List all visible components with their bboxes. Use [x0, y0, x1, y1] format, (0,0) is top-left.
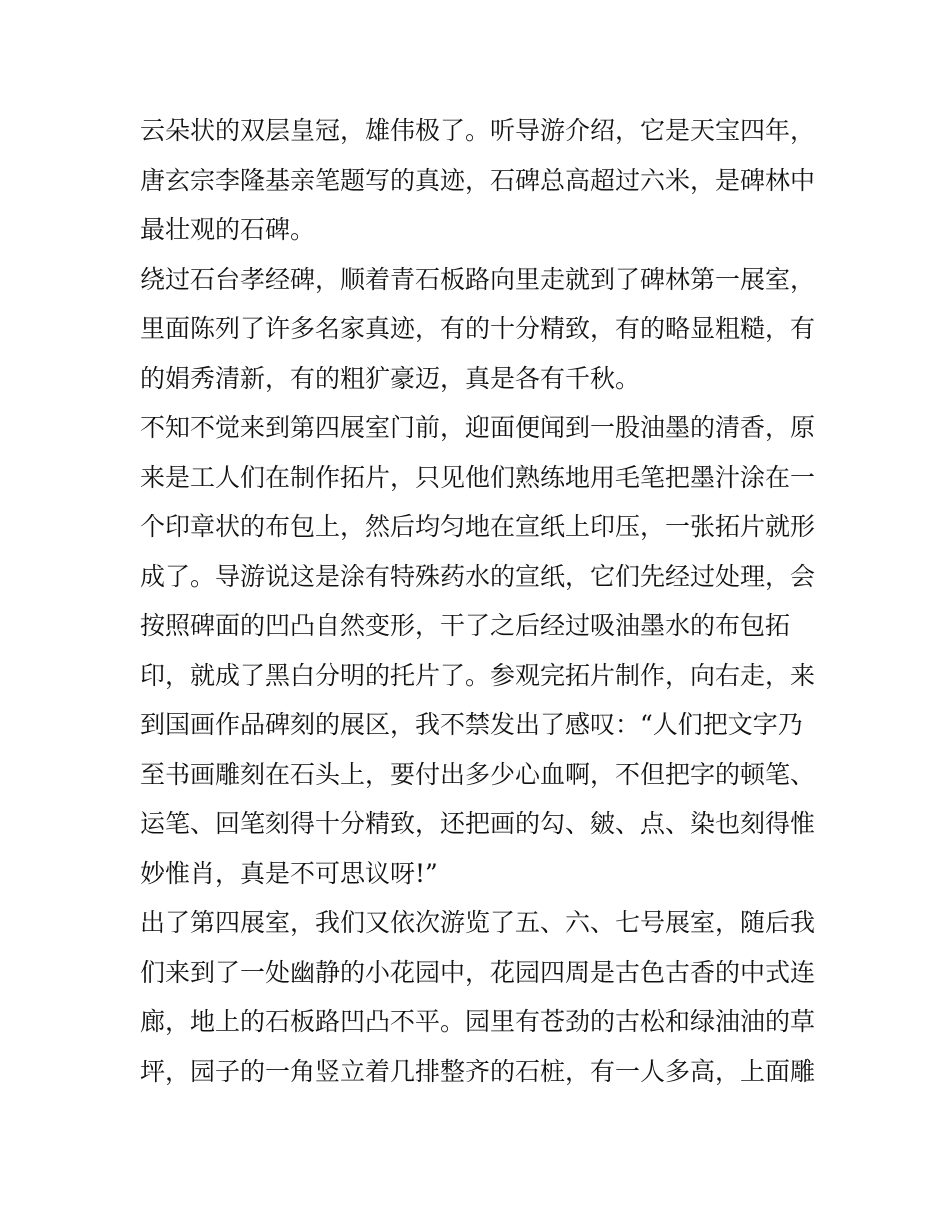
text-line: 唐玄宗李隆基亲笔题写的真迹，石碑总高超过六米，是碑林中 — [140, 165, 816, 195]
text-line: 个印章状的布包上，然后均匀地在宣纸上印压，一张拓片就形 — [140, 512, 816, 541]
text-line: 们来到了一处幽静的小花园中，花园四周是古色古香的中式连 — [140, 957, 816, 987]
text-line: 云朵状的双层皇冠，雄伟极了。听导游介绍，它是天宝四年， — [140, 116, 816, 145]
text-line: 出了第四展室，我们又依次游览了五、六、七号展室，随后我 — [140, 908, 816, 937]
text-line: 绕过石台孝经碑，顺着青石板路向里走就到了碑林第一展室， — [140, 264, 816, 294]
text-line: 最壮观的石碑。 — [140, 215, 316, 244]
text-line: 妙惟肖，真是不可思议呀!” — [140, 858, 438, 888]
text-line: 成了。导游说这是涂有特殊药水的宣纸，它们先经过处理，会 — [140, 561, 816, 591]
text-line: 来是工人们在制作拓片，只见他们熟练地用毛笔把墨汁涂在一 — [140, 462, 816, 492]
text-line: 按照碑面的凹凸自然变形，干了之后经过吸油墨水的布包拓 — [140, 611, 791, 640]
text-line: 印，就成了黑白分明的托片了。参观完拓片制作，向右走，来 — [140, 660, 816, 690]
text-line: 坪，园子的一角竖立着几排整齐的石桩，有一人多高，上面雕 — [140, 1056, 816, 1086]
text-line: 的娟秀清新，有的粗犷豪迈，真是各有千秋。 — [140, 363, 641, 393]
text-line: 到国画作品碑刻的展区，我不禁发出了感叹：“人们把文字乃 — [140, 710, 803, 739]
text-line: 里面陈列了许多名家真迹，有的十分精致，有的略显粗糙，有 — [140, 314, 816, 343]
body-text — [140, 106, 820, 1096]
text-line: 至书画雕刻在石头上，要付出多少心血啊，不但把字的顿笔、 — [140, 759, 816, 789]
text-line: 不知不觉来到第四展室门前，迎面便闻到一股油墨的清香，原 — [140, 413, 816, 442]
text-line: 廊，地上的石板路凹凸不平。园里有苍劲的古松和绿油油的草 — [140, 1007, 816, 1036]
text-line: 运笔、回笔刻得十分精致，还把画的勾、皴、点、染也刻得惟 — [140, 809, 816, 838]
